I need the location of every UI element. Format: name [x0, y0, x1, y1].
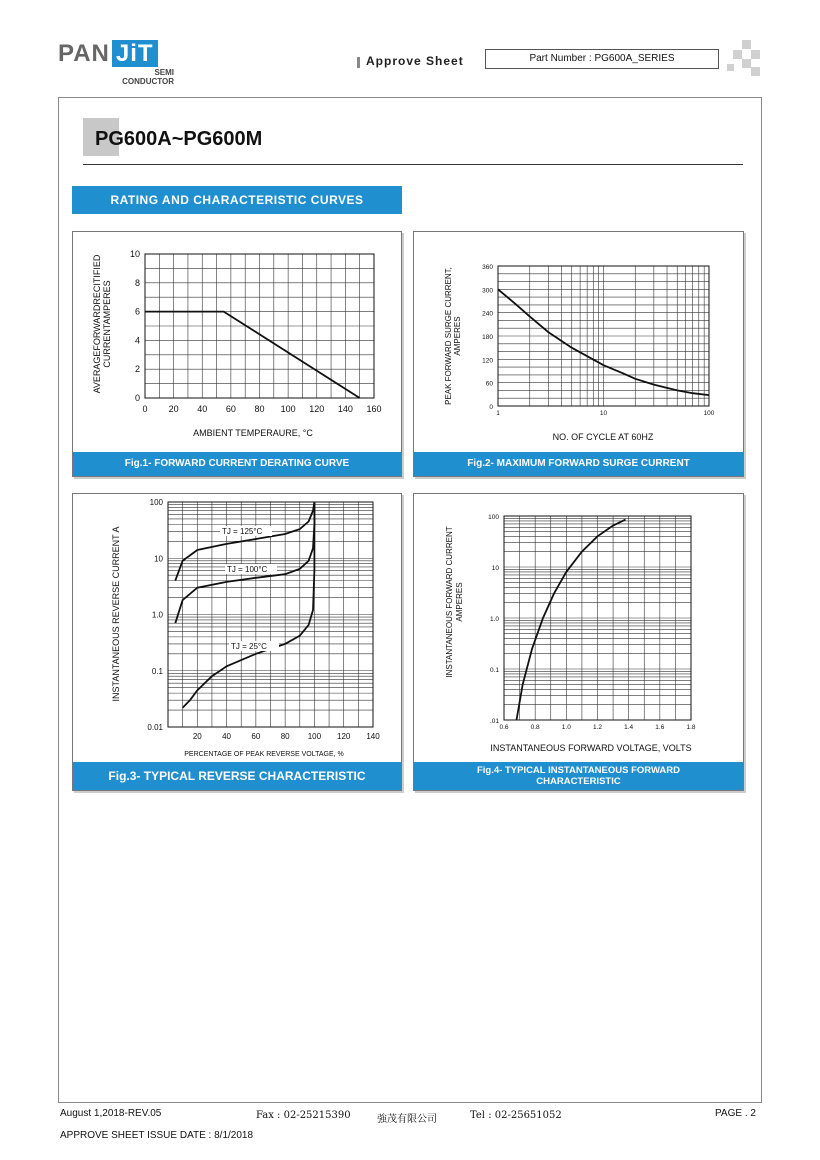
- x-tick-label: 60: [225, 404, 236, 414]
- x-tick-label: 1.0: [561, 724, 571, 731]
- y-tick-label: 0: [489, 404, 493, 411]
- y-axis-label: CURRENTAMPERES: [102, 280, 112, 368]
- fig4-caption-line2: CHARACTERISTIC: [536, 776, 621, 787]
- y-tick-label: 10: [154, 554, 163, 564]
- y-tick-label: 100: [488, 514, 499, 521]
- logo-sub-semi: SEMI: [154, 68, 174, 77]
- x-tick-label: 10: [599, 410, 608, 417]
- y-tick-label: 180: [482, 334, 493, 341]
- section-banner: RATING AND CHARACTERISTIC CURVES: [72, 186, 402, 214]
- y-tick-label: .01: [489, 718, 499, 725]
- y-tick-label: 60: [485, 380, 493, 388]
- footer-page: PAGE . 2: [715, 1108, 756, 1119]
- y-tick-label: 240: [482, 310, 493, 318]
- x-tick-label: 40: [222, 732, 232, 741]
- y-axis-label: INSTANTANEOUS FORWARD CURRENT: [445, 526, 454, 678]
- fig4-caption: [414, 762, 743, 790]
- y-axis-label: AMPERES: [455, 582, 464, 622]
- corner-decoration: [733, 50, 742, 59]
- page-title: PG600A~PG600M: [95, 128, 263, 150]
- footer-company: 強茂有限公司: [377, 1114, 437, 1125]
- fig1-panel: [72, 231, 402, 477]
- fig4-chart: [414, 494, 743, 764]
- fig3-caption: Fig.3- TYPICAL REVERSE CHARACTERISTIC: [73, 762, 401, 790]
- x-tick-label: 120: [309, 404, 325, 414]
- corner-decoration: [727, 64, 734, 71]
- series-line: [175, 502, 314, 623]
- y-tick-label: 8: [134, 277, 140, 288]
- logo: [58, 40, 188, 70]
- fig4-caption-line1: Fig.4- TYPICAL INSTANTANEOUS FORWARD: [476, 765, 681, 776]
- y-axis-label: INSTANTANEOUS REVERSE CURRENT A: [111, 526, 121, 702]
- x-tick-label: 1.4: [624, 724, 634, 731]
- footer-issue-date: APPROVE SHEET ISSUE DATE : 8/1/2018: [60, 1130, 254, 1141]
- y-tick-label: 100: [149, 498, 163, 507]
- x-tick-label: 60: [251, 732, 261, 741]
- x-tick-label: 20: [168, 404, 179, 414]
- y-tick-label: 4: [134, 335, 140, 346]
- x-tick-label: 120: [337, 732, 351, 741]
- y-tick-label: 0: [134, 393, 140, 403]
- logo-main-text: PAN: [58, 40, 110, 67]
- footer-date-rev: August 1,2018-REV.05: [60, 1108, 162, 1119]
- corner-decoration: [742, 40, 751, 49]
- y-tick-label: 10: [491, 565, 499, 572]
- x-tick-label: 140: [337, 404, 353, 414]
- fig2-caption: Fig.2- MAXIMUM FORWARD SURGE CURRENT: [414, 452, 743, 476]
- x-tick-label: 80: [280, 732, 290, 741]
- x-axis-label: PERCENTAGE OF PEAK REVERSE VOLTAGE, %: [184, 751, 344, 758]
- x-tick-label: 100: [703, 410, 715, 417]
- y-axis-label: AVERAGEFORWARDRECITIFIED: [92, 254, 102, 394]
- y-tick-label: 2: [134, 364, 140, 375]
- approve-sheet-label: Approve Sheet: [366, 54, 464, 68]
- fig1-caption: Fig.1- FORWARD CURRENT DERATING CURVE: [73, 452, 401, 476]
- y-tick-label: 0.1: [151, 666, 163, 676]
- x-tick-label: 1.6: [655, 724, 665, 731]
- series-label: TJ = 100°C: [227, 565, 268, 574]
- fig4-panel: [413, 493, 744, 791]
- title-divider: [83, 164, 743, 165]
- x-tick-label: 100: [280, 404, 296, 414]
- fig3-panel: [72, 493, 402, 791]
- x-tick-label: 1: [496, 410, 500, 417]
- fig1-chart: [73, 232, 401, 454]
- part-number-box: Part Number : PG600A_SERIES: [485, 49, 719, 69]
- footer-tel: Tel : 02-25651052: [470, 1110, 562, 1121]
- series-label: TJ = 125°C: [222, 527, 263, 536]
- x-tick-label: 0.8: [530, 724, 540, 731]
- x-tick-label: 0.6: [499, 724, 509, 731]
- series-line: [517, 520, 626, 720]
- corner-decoration: [751, 67, 760, 76]
- y-axis-label: AMPERES: [453, 316, 462, 356]
- x-tick-label: 1.2: [592, 724, 603, 731]
- y-tick-label: 1.0: [489, 616, 499, 623]
- fig2-panel: [413, 231, 744, 477]
- y-tick-label: 300: [482, 287, 493, 295]
- approve-marker: [357, 57, 360, 68]
- x-axis-label: AMBIENT TEMPERAURE, °C: [193, 428, 313, 438]
- y-tick-label: 360: [482, 264, 493, 271]
- x-tick-label: 100: [307, 732, 322, 741]
- footer-fax: Fax : 02-25215390: [256, 1110, 351, 1121]
- y-tick-label: 1.0: [151, 610, 163, 620]
- y-tick-label: 10: [129, 249, 140, 259]
- x-tick-label: 80: [254, 404, 265, 414]
- y-tick-label: 120: [482, 357, 493, 365]
- logo-sub-conductor: CONDUCTOR: [122, 77, 174, 86]
- x-tick-label: 140: [366, 732, 380, 741]
- y-tick-label: 0.01: [147, 723, 163, 732]
- logo-accent-text: JiT: [112, 40, 158, 67]
- corner-decoration: [742, 59, 751, 68]
- series-label: TJ = 25°C: [231, 642, 267, 651]
- logo-subtitle: [100, 68, 174, 86]
- x-tick-label: 1.8: [686, 724, 696, 731]
- y-tick-label: 6: [134, 306, 140, 317]
- corner-decoration: [751, 50, 760, 59]
- y-axis-label: PEAK FORWARD SURGE CURRENT,: [444, 267, 453, 405]
- x-axis-label: INSTANTANEOUS FORWARD VOLTAGE, VOLTS: [490, 743, 692, 753]
- x-tick-label: 40: [197, 404, 208, 414]
- fig2-chart: [414, 232, 743, 454]
- x-tick-label: 0: [142, 404, 148, 414]
- y-tick-label: 0.1: [489, 667, 499, 674]
- fig3-chart: [73, 494, 401, 764]
- x-tick-label: 20: [192, 732, 202, 741]
- x-tick-label: 160: [366, 404, 382, 414]
- header: [0, 0, 820, 95]
- x-axis-label: NO. OF CYCLE AT 60HZ: [552, 432, 654, 442]
